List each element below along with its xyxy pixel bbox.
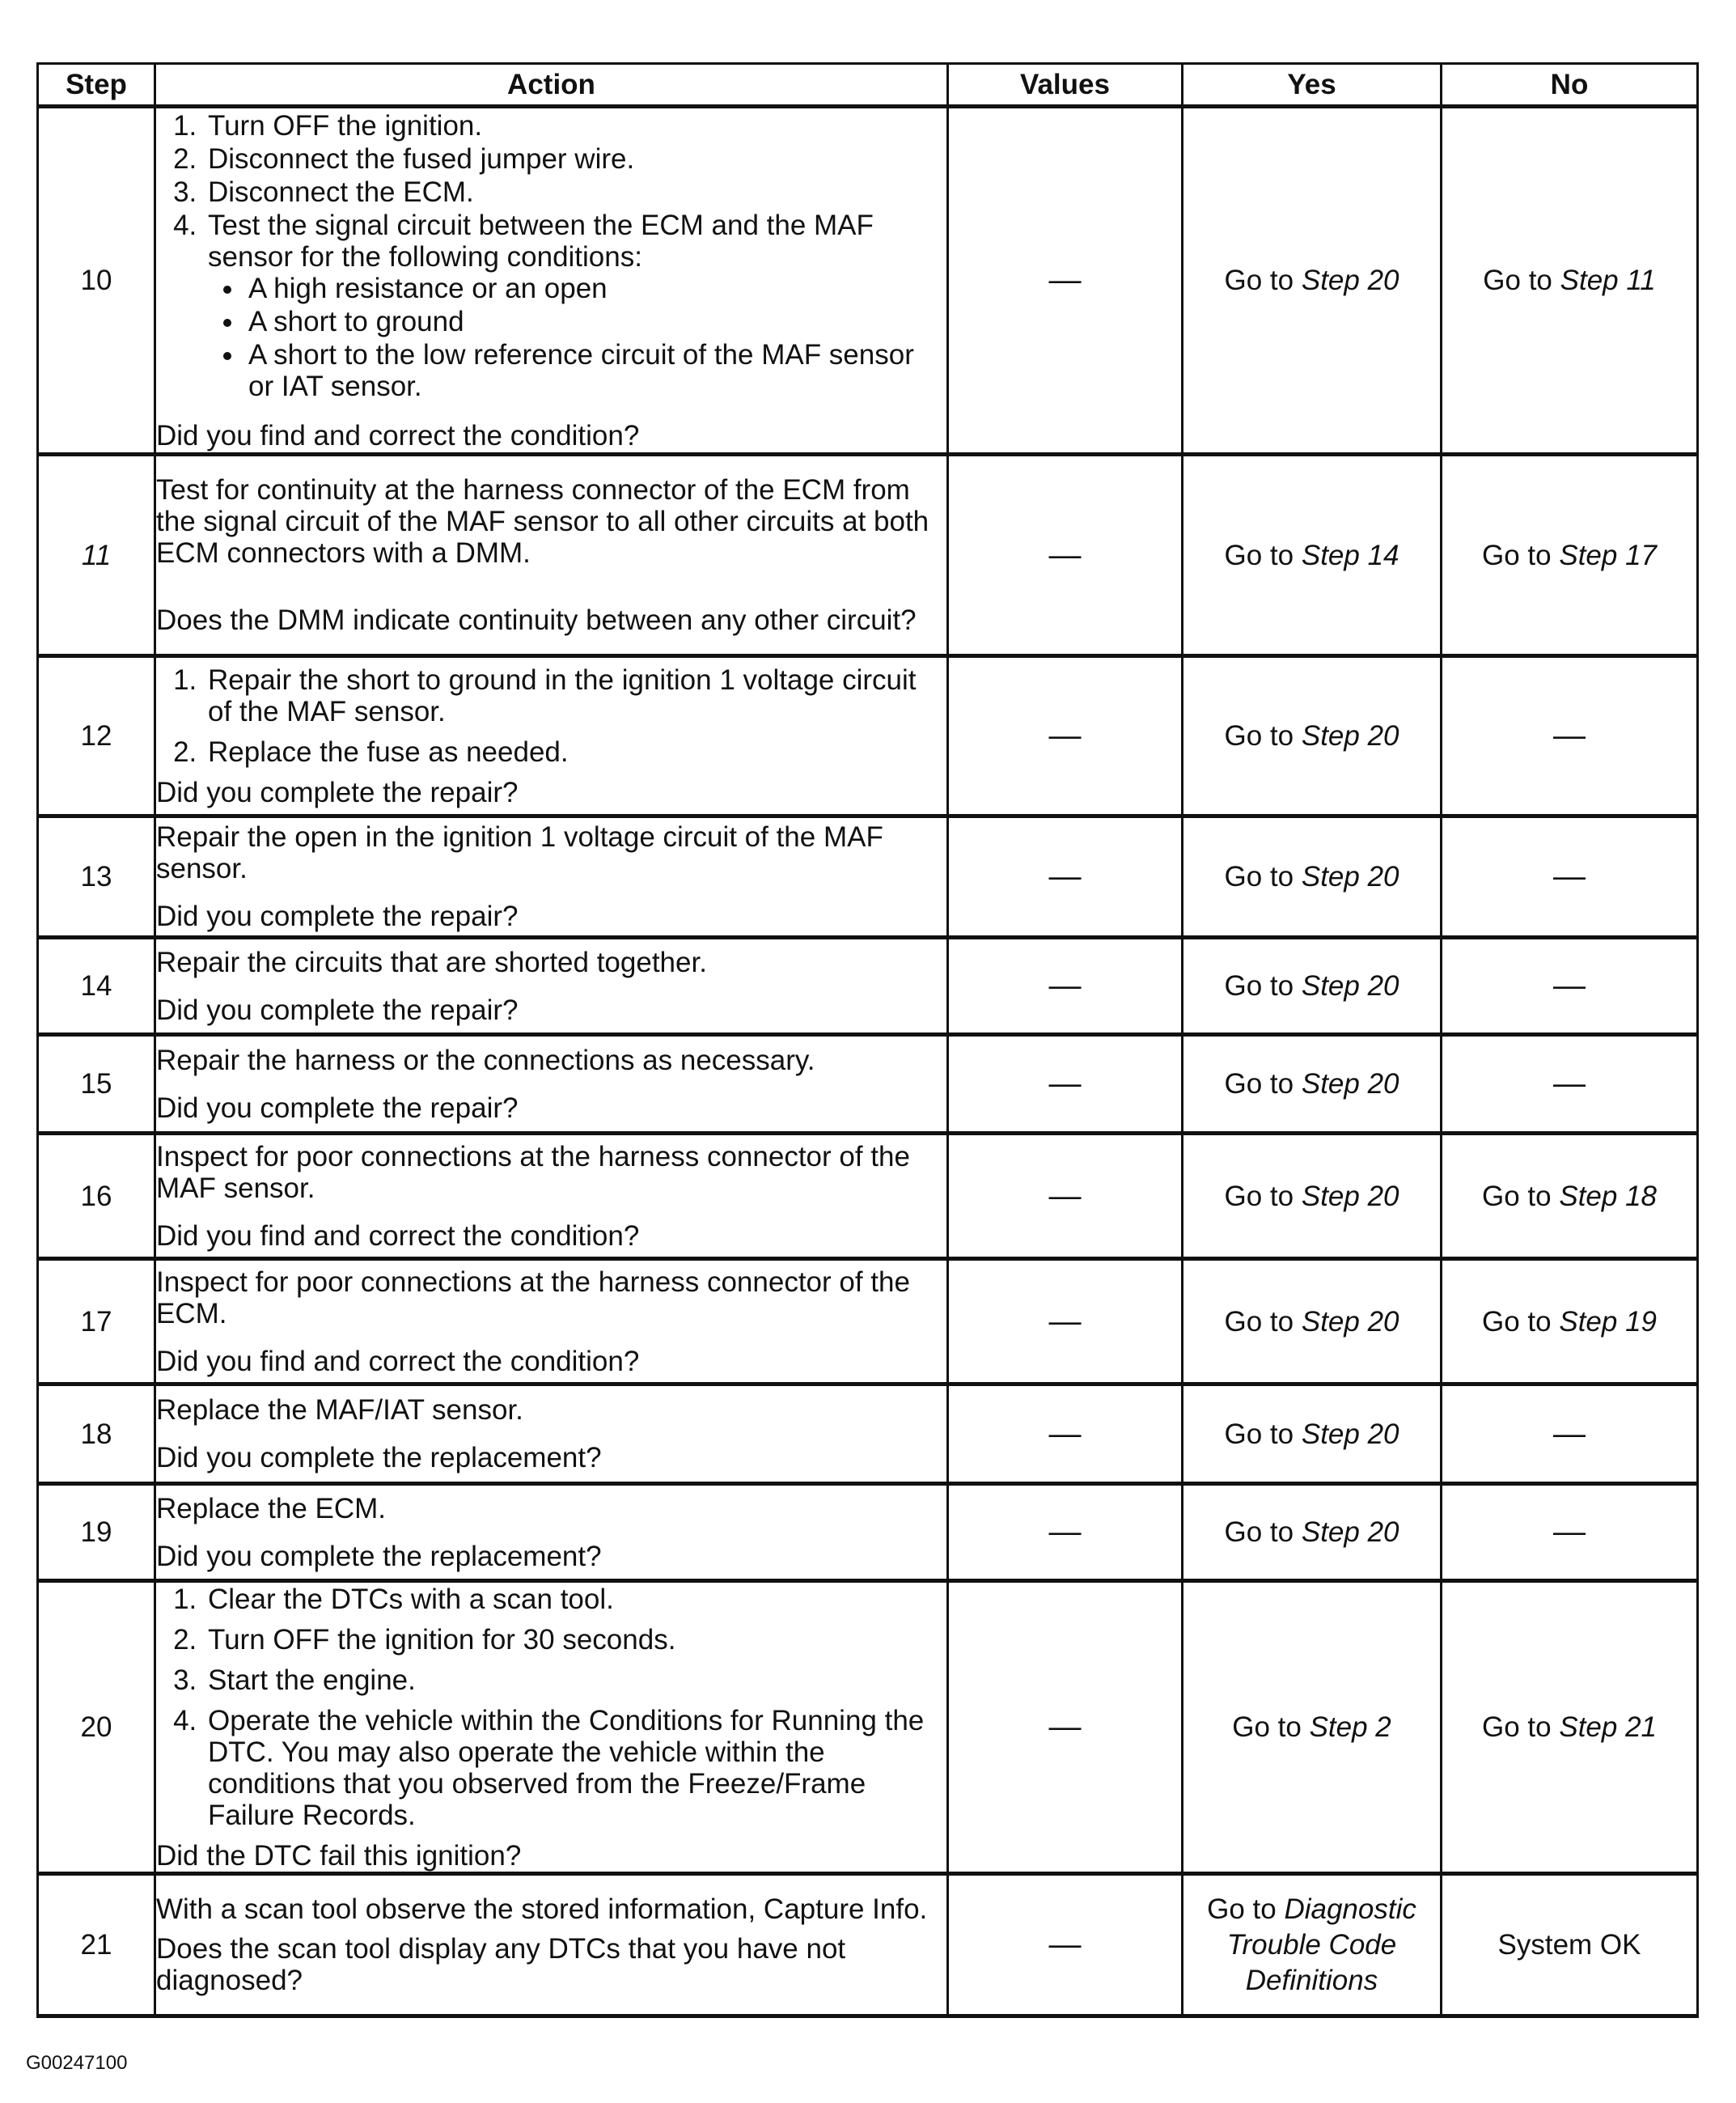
values-cell: —	[948, 938, 1183, 1035]
step-ref: Step 17	[1559, 539, 1657, 571]
no-cell	[1442, 1259, 1698, 1384]
yes-cell	[1183, 1259, 1442, 1384]
table-row	[38, 1874, 1698, 2016]
step-number: 18	[38, 1384, 155, 1484]
action-steps	[156, 664, 946, 768]
action-question: Did you find and correct the condition?	[156, 1219, 640, 1252]
action-text: Test for continuity at the harness connector of the ECM from the signal circuit of the MAF sensor to all other circuits at both ECM connectors with a DMM.	[156, 474, 929, 569]
action-cell	[155, 816, 948, 938]
action-cell	[155, 938, 948, 1035]
go-to-text: Go to	[1482, 1180, 1552, 1212]
table-header-row	[38, 64, 1698, 107]
action-step: 1. Turn OFF the ignition.	[205, 110, 946, 142]
action-question: Did you find and correct the condition?	[156, 1345, 640, 1377]
step-ref: Step 20	[1301, 861, 1399, 893]
table-row	[38, 1035, 1698, 1134]
table-row	[38, 1259, 1698, 1384]
go-to-text: Go to	[1224, 265, 1294, 296]
action-cell	[155, 1581, 948, 1874]
step-number: 13	[38, 816, 155, 938]
values-cell: —	[948, 1581, 1183, 1874]
go-to-text: Go to	[1482, 1305, 1552, 1338]
values-cell: —	[948, 1384, 1183, 1484]
step-ref: Step 2	[1309, 1711, 1391, 1743]
action-step: 3. Start the engine.	[205, 1664, 946, 1696]
action-text: Inspect for poor connections at the harness connector of the MAF sensor.	[156, 1140, 910, 1204]
action-step: 4. Operate the vehicle within the Conditions for Running the DTC. You may also operate the vehicle within the conditions that you observed from the Freeze/Frame Failure Records.	[205, 1705, 946, 1831]
go-to-text: Go to	[1224, 970, 1294, 1002]
values-cell: —	[948, 1484, 1183, 1581]
header-no: No	[1442, 64, 1698, 107]
condition-item: • A short to the low reference circuit of the MAF sensor or IAT sensor.	[245, 339, 946, 402]
table-row	[38, 816, 1698, 938]
action-question: Did you find and correct the condition?	[156, 419, 640, 452]
go-to-text: Go to	[1482, 1711, 1552, 1743]
action-text: Inspect for poor connections at the harness connector of the ECM.	[156, 1266, 910, 1329]
step-ref: Step 20	[1301, 1418, 1399, 1450]
action-step: 1. Repair the short to ground in the ignition 1 voltage circuit of the MAF sensor.	[205, 664, 946, 727]
action-text: Replace the MAF/IAT sensor.	[156, 1394, 523, 1426]
values-cell: —	[948, 656, 1183, 816]
values-cell: —	[948, 107, 1183, 455]
figure-id: G00247100	[26, 2052, 128, 2074]
action-question: Did you complete the repair?	[156, 1092, 519, 1124]
step-number: 14	[38, 938, 155, 1035]
step-number: 16	[38, 1134, 155, 1259]
action-step: 2. Replace the fuse as needed.	[205, 736, 946, 768]
step-number: 17	[38, 1259, 155, 1384]
no-cell: —	[1442, 816, 1698, 938]
step-number: 19	[38, 1484, 155, 1581]
step-ref: Step 20	[1301, 1180, 1399, 1212]
step-ref: Step 11	[1560, 265, 1656, 296]
yes-cell	[1183, 656, 1442, 816]
step-ref: Step 20	[1301, 1305, 1399, 1338]
no-cell: —	[1442, 1484, 1698, 1581]
table-row	[38, 1384, 1698, 1484]
header-action: Action	[155, 64, 948, 107]
step-ref: Step 20	[1301, 265, 1399, 296]
table-row	[38, 1581, 1698, 1874]
action-text: Repair the harness or the connections as necessary.	[156, 1044, 815, 1076]
action-step	[205, 210, 946, 402]
go-to-text: Go to	[1482, 539, 1552, 571]
step-ref: Step 20	[1301, 970, 1399, 1002]
action-question: Did you complete the repair?	[156, 776, 519, 808]
action-text: Repair the circuits that are shorted together.	[156, 946, 707, 978]
step-ref: Step 20	[1301, 1068, 1399, 1100]
table-row	[38, 1484, 1698, 1581]
go-to-text: Go to	[1224, 539, 1294, 571]
action-cell	[155, 107, 948, 455]
yes-cell	[1183, 1484, 1442, 1581]
values-cell: —	[948, 1035, 1183, 1134]
step-ref: Definitions	[1245, 1964, 1378, 1996]
action-text: Repair the open in the ignition 1 voltage circuit of the MAF sensor.	[156, 821, 883, 884]
condition-item: • A high resistance or an open	[245, 273, 946, 304]
action-step: 2. Turn OFF the ignition for 30 seconds.	[205, 1624, 946, 1656]
action-text: With a scan tool observe the stored information, Capture Info.	[156, 1893, 928, 1925]
action-cell	[155, 1259, 948, 1384]
step-ref: Step 14	[1301, 539, 1399, 571]
no-cell: System OK	[1442, 1874, 1698, 2016]
yes-line	[1183, 1892, 1440, 1927]
no-cell	[1442, 1134, 1698, 1259]
action-step: 1. Clear the DTCs with a scan tool.	[205, 1584, 946, 1615]
step-ref: Step 21	[1559, 1711, 1657, 1743]
table-row	[38, 455, 1698, 656]
values-cell: —	[948, 1134, 1183, 1259]
header-values: Values	[948, 64, 1183, 107]
yes-cell	[1183, 107, 1442, 455]
action-cell	[155, 1874, 948, 2016]
action-cell	[155, 1484, 948, 1581]
go-to-text: Go to	[1224, 1418, 1294, 1450]
step-ref: Diagnostic	[1284, 1893, 1416, 1925]
action-step: 2. Disconnect the fused jumper wire.	[205, 143, 946, 175]
action-question: Did you complete the repair?	[156, 901, 519, 932]
step-number: 15	[38, 1035, 155, 1134]
go-to-text: Go to	[1224, 720, 1294, 752]
step-number: 12	[38, 656, 155, 816]
values-cell: —	[948, 455, 1183, 656]
yes-cell	[1183, 1384, 1442, 1484]
no-cell: —	[1442, 1384, 1698, 1484]
values-cell: —	[948, 816, 1183, 938]
step-ref: Step 19	[1559, 1305, 1657, 1338]
action-question: Did you complete the replacement?	[156, 1540, 602, 1572]
step-ref: Step 20	[1301, 1516, 1399, 1548]
table-row	[38, 938, 1698, 1035]
go-to-text: Go to	[1224, 1516, 1294, 1548]
step-number: 10	[38, 107, 155, 455]
step-number: 20	[38, 1581, 155, 1874]
step-ref: Step 20	[1301, 720, 1399, 752]
go-to-text: Go to	[1224, 1305, 1294, 1338]
condition-list	[208, 273, 946, 402]
step-ref: Trouble Code	[1226, 1928, 1397, 1961]
go-to-text: Go to	[1224, 861, 1294, 893]
condition-item: • A short to ground	[245, 306, 946, 337]
go-to-text: Go to	[1483, 265, 1552, 296]
step-number: 11	[38, 455, 155, 656]
step-number: 21	[38, 1874, 155, 2016]
action-question: Did you complete the replacement?	[156, 1442, 602, 1473]
yes-cell	[1183, 938, 1442, 1035]
no-cell	[1442, 1581, 1698, 1874]
action-question: Did the DTC fail this ignition?	[156, 1839, 522, 1872]
table-row	[38, 1134, 1698, 1259]
action-question: Did you complete the repair?	[156, 994, 519, 1026]
action-cell	[155, 1035, 948, 1134]
header-yes: Yes	[1183, 64, 1442, 107]
action-step: 3. Disconnect the ECM.	[205, 176, 946, 208]
values-cell: —	[948, 1259, 1183, 1384]
action-cell	[155, 455, 948, 656]
action-cell	[155, 1384, 948, 1484]
table-row	[38, 107, 1698, 455]
diagnostic-table	[36, 62, 1699, 2018]
yes-cell	[1183, 1581, 1442, 1874]
yes-cell	[1183, 1035, 1442, 1134]
table-row	[38, 656, 1698, 816]
yes-cell	[1183, 1874, 1442, 2016]
no-cell	[1442, 107, 1698, 455]
yes-cell	[1183, 816, 1442, 938]
go-to-text: Go to	[1207, 1893, 1277, 1925]
header-step: Step	[38, 64, 155, 107]
yes-cell	[1183, 1134, 1442, 1259]
go-to-text: Go to	[1232, 1711, 1302, 1743]
no-cell: —	[1442, 1035, 1698, 1134]
action-steps	[156, 1584, 946, 1831]
action-step-text: Test the signal circuit between the ECM and the MAF sensor for the following conditions:	[208, 209, 874, 273]
action-steps	[156, 110, 946, 402]
action-question: Does the scan tool display any DTCs that you have not diagnosed?	[156, 1933, 846, 1996]
no-cell	[1442, 455, 1698, 656]
action-text: Replace the ECM.	[156, 1492, 387, 1524]
no-cell: —	[1442, 938, 1698, 1035]
action-cell	[155, 1134, 948, 1259]
action-cell	[155, 656, 948, 816]
action-question: Does the DMM indicate continuity between any other circuit?	[156, 604, 917, 636]
go-to-text: Go to	[1224, 1068, 1294, 1100]
step-ref: Step 18	[1559, 1180, 1657, 1212]
yes-cell	[1183, 455, 1442, 656]
go-to-text: Go to	[1224, 1180, 1294, 1212]
no-cell: —	[1442, 656, 1698, 816]
values-cell: —	[948, 1874, 1183, 2016]
